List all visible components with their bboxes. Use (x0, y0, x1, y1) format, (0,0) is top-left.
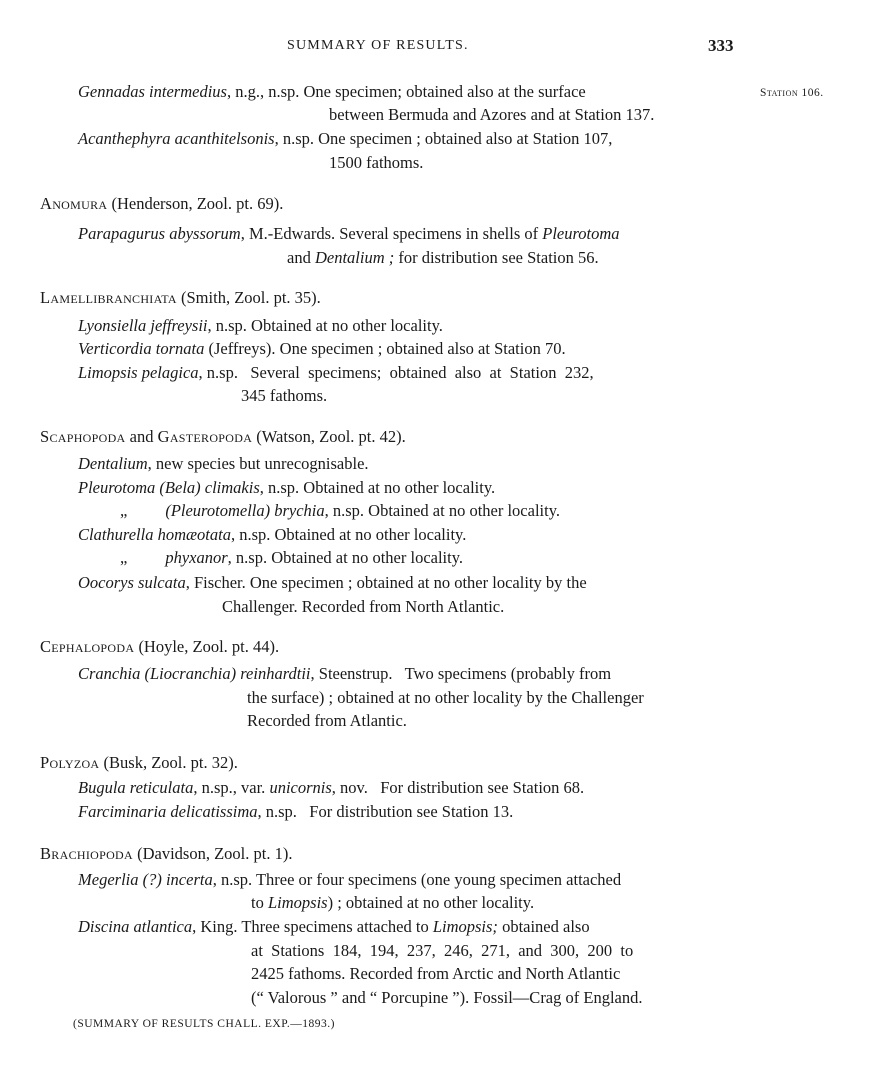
heading-lamellibranchiata (40, 287, 321, 309)
group-reference: (Henderson, Zool. pt. 69). (107, 194, 284, 213)
entry-phyxanor (120, 547, 463, 569)
entry-megerlia-cont (251, 892, 534, 914)
group-reference: (Davidson, Zool. pt. 1). (132, 844, 293, 863)
entry-discina (78, 916, 590, 938)
entry-text: , n.sp. For distribution see Station 13. (257, 802, 514, 821)
entry-text: for distribution see Station 56. (394, 248, 599, 267)
species-name: (Bela) climakis (155, 478, 260, 497)
species-name: Verticordia tornata (78, 339, 205, 358)
genus-name: Pleurotoma (78, 478, 156, 497)
entry-text: , n.sp. Several specimens; obtained also at Station 232, (198, 363, 594, 382)
heading-anomura (40, 193, 283, 215)
entry-text: , n.sp. Obtained at no other locality. (227, 548, 464, 567)
entry-text: (Jeffreys). One specimen ; obtained also at Station 70. (204, 339, 566, 358)
species-name: Cranchia (Liocranchia) reinhardtii (78, 664, 311, 683)
group-reference: (Watson, Zool. pt. 42). (252, 427, 406, 446)
species-name: Lyonsiella jeffreysii (78, 316, 208, 335)
ditto-mark: „ (120, 548, 128, 567)
heading-cephalopoda (40, 636, 279, 658)
group-name: Anomura (40, 194, 108, 213)
group-name: Lamellibranchiata (40, 288, 177, 307)
entry-text: , n.sp. Three or four specimens (one young specimen attached (212, 870, 622, 889)
group-name: Brachiopoda (40, 844, 133, 863)
group-reference: (Busk, Zool. pt. 32). (99, 753, 238, 772)
entry-limopsis-cont: 345 fathoms. (241, 386, 328, 405)
entry-text: , Fischer. One specimen ; obtained at no other locality by the (185, 573, 587, 592)
entry-text: , nov. For distribution see Station 68. (331, 778, 585, 797)
entry-gennadas (78, 81, 586, 103)
species-name: Acanthephyra acanthitelsonis (78, 129, 275, 148)
entry-text: , n.sp. Obtained at no other locality. (324, 501, 561, 520)
entry-farciminaria (78, 801, 513, 823)
species-name: Bugula reticulata (78, 778, 194, 797)
genus-name: Limopsis; (432, 917, 498, 936)
entry-pleurotoma-bela (78, 477, 495, 499)
group-name: Gasteropoda (157, 427, 253, 446)
entry-text: , n.sp., var. (193, 778, 270, 797)
entry-cranchia (78, 663, 611, 685)
entry-text: , n.sp. One specimen ; obtained also at Station 107, (274, 129, 613, 148)
entry-text: obtained also (497, 917, 590, 936)
entry-text: , n.sp. Obtained at no other locality. (230, 525, 467, 544)
group-reference: (Hoyle, Zool. pt. 44). (134, 637, 280, 656)
entry-text: ) ; obtained at no other locality. (327, 893, 535, 912)
entry-text: , M.-Edwards. Several specimens in shells of (240, 224, 543, 243)
species-name: Dentalium (78, 454, 148, 473)
entry-discina-cont2: 2425 fathoms. Recorded from Arctic and North Atlantic (251, 964, 621, 983)
entry-gennadas-cont: between Bermuda and Azores and at Station 137. (329, 105, 655, 124)
entry-cranchia-cont2: Recorded from Atlantic. (247, 711, 407, 730)
footer-signature: (SUMMARY OF RESULTS CHALL. EXP.—1893.) (73, 1018, 335, 1030)
entry-lyonsiella (78, 315, 443, 337)
variety-name: unicornis (269, 778, 332, 797)
group-name: Polyzoa (40, 753, 100, 772)
species-name: Clathurella homæotata (78, 525, 231, 544)
genus-name: Limopsis (267, 893, 328, 912)
entry-discina-cont3: (“ Valorous ” and “ Porcupine ”). Fossil—Crag of England. (251, 988, 643, 1007)
margin-station-note: Station 106. (760, 87, 824, 99)
species-name: Megerlia (?) incerta (78, 870, 213, 889)
entry-text: to (251, 893, 268, 912)
entry-limopsis (78, 362, 594, 384)
group-reference: (Smith, Zool. pt. 35). (176, 288, 321, 307)
running-title: SUMMARY OF RESULTS. (287, 38, 469, 53)
entry-oocorys (78, 572, 587, 594)
species-name: Limopsis pelagica (78, 363, 199, 382)
entry-text: and (287, 248, 315, 267)
species-name: Farciminaria delicatissima (78, 802, 258, 821)
entry-text: , Steenstrup. Two specimens (probably from (310, 664, 612, 683)
group-conjunction: and (125, 427, 158, 446)
entry-dentalium (78, 453, 369, 475)
genus-name: Dentalium ; (314, 248, 395, 267)
species-name: Discina atlantica (78, 917, 193, 936)
entry-oocorys-cont: Challenger. Recorded from North Atlantic. (222, 597, 505, 616)
entry-megerlia (78, 869, 621, 891)
entry-discina-cont: at Stations 184, 194, 237, 246, 271, and 300, 200 to (251, 941, 634, 960)
group-name: Cephalopoda (40, 637, 135, 656)
genus-name: Pleurotoma (542, 224, 620, 243)
entry-parapagurus-cont (287, 247, 599, 269)
entry-text: , n.sp. Obtained at no other locality. (207, 316, 443, 335)
entry-parapagurus (78, 223, 620, 245)
species-name: Gennadas intermedius (78, 82, 227, 101)
heading-brachiopoda (40, 843, 292, 865)
species-name: phyxanor (165, 548, 228, 567)
species-name: (Pleurotomella) brychia (165, 501, 325, 520)
entry-text: , n.g., n.sp. One specimen; obtained also at the surface (226, 82, 586, 101)
entry-verticordia (78, 338, 566, 360)
ditto-mark: „ (120, 501, 128, 520)
page-number: 333 (708, 36, 734, 55)
entry-text: , n.sp. Obtained at no other locality. (259, 478, 496, 497)
heading-polyzoa (40, 752, 238, 774)
entry-bugula (78, 777, 584, 799)
entry-acanthephyra-cont: 1500 fathoms. (329, 153, 424, 172)
entry-text: , new species but unrecognisable. (147, 454, 369, 473)
entry-clathurella (78, 524, 466, 546)
species-name: Oocorys sulcata (78, 573, 186, 592)
group-name: Scaphopoda (40, 427, 126, 446)
entry-pleurotomella (120, 500, 560, 522)
entry-text: , King. Three specimens attached to (192, 917, 433, 936)
entry-acanthephyra (78, 128, 612, 150)
species-name: Parapagurus abyssorum (78, 224, 241, 243)
heading-scaphopoda-gasteropoda (40, 426, 406, 448)
entry-cranchia-cont: the surface) ; obtained at no other locality by the Challenger (247, 688, 644, 707)
